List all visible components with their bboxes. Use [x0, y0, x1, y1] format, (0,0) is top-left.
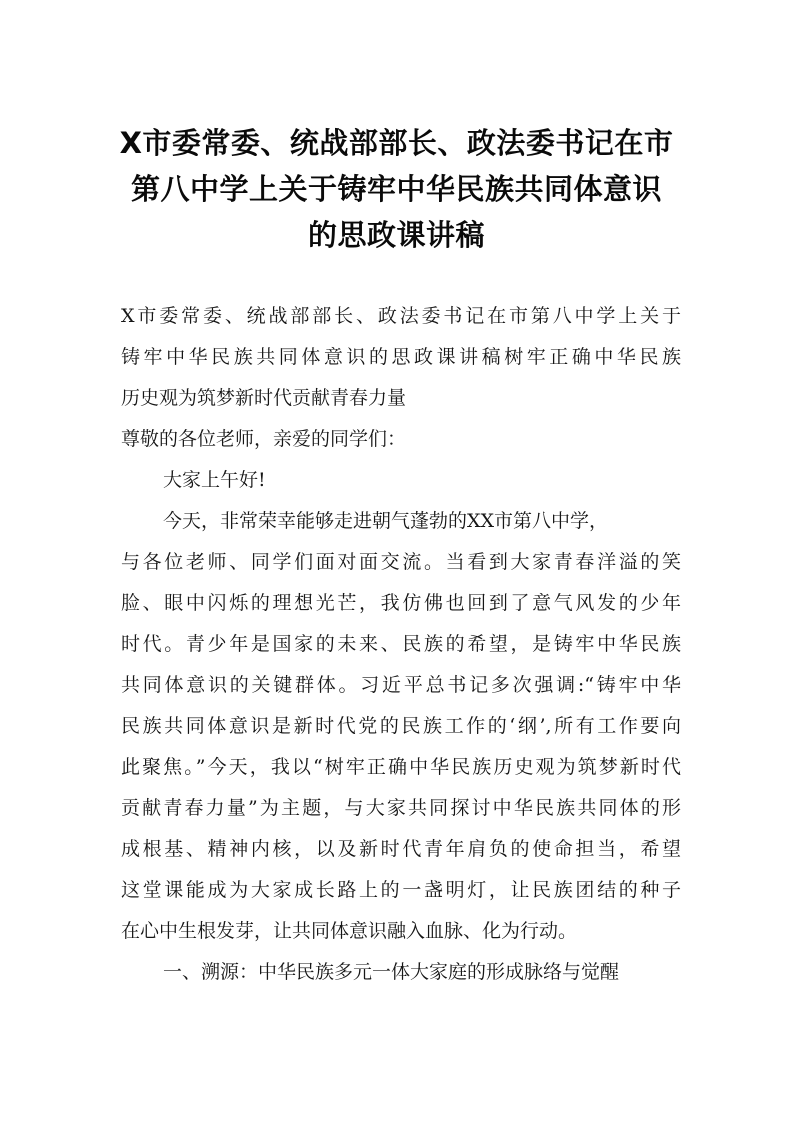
title-line: 的思政课讲稿: [307, 218, 485, 252]
paragraph-line: 脸、眼中闪烁的理想光芒，我仿佛也回到了意气风发的少年: [121, 592, 681, 614]
paragraph-line: 在心中生根发芽，让共同体意识融入血脉、化为行动。: [121, 920, 578, 942]
paragraph-line: 此聚焦。”今天，我以“树牢正确中华民族历史观为筑梦新时代: [121, 756, 681, 778]
paragraph-line: 共同体意识的关键群体。习近平总书记多次强调:“铸牢中华: [121, 674, 681, 696]
subtitle-line: 历史观为筑梦新时代贡献青春力量: [121, 387, 407, 409]
paragraph-line: 今天，非常荣幸能够走进朝气蓬勃的XX市第八中学，: [163, 510, 609, 532]
subtitle-line: X市委常委、统战部部长、政法委书记在市第八中学上关于: [121, 305, 681, 327]
title-line: 第八中学上关于铸牢中华民族共同体意识: [130, 172, 662, 206]
subtitle-line: 铸牢中华民族共同体意识的思政课讲稿树牢正确中华民族: [121, 346, 681, 368]
paragraph-line: 这堂课能成为大家成长路上的一盏明灯，让民族团结的种子: [121, 879, 681, 901]
paragraph-line: 民族共同体意识是新时代党的民族工作的‘纲’,所有工作要向: [121, 715, 681, 737]
paragraph-line: 与各位老师、同学们面对面交流。当看到大家青春洋溢的笑: [121, 551, 681, 573]
document-title: [100, 120, 693, 258]
document-body: [121, 296, 681, 993]
paragraph-line: 成根基、精神内核，以及新时代青年肩负的使命担当，希望: [121, 838, 681, 860]
greeting: 大家上午好!: [163, 469, 266, 491]
paragraph-line: 贡献青春力量”为主题，与大家共同探讨中华民族共同体的形: [121, 797, 681, 819]
salutation: 尊敬的各位老师，亲爱的同学们：: [121, 428, 407, 450]
paragraph-line: 时代。青少年是国家的未来、民族的希望，是铸牢中华民族: [121, 633, 681, 655]
section-heading: 一、溯源：中华民族多元一体大家庭的形成脉络与觉醒: [163, 961, 620, 983]
title-line: X市委常委、统战部部长、政法委书记在市: [119, 126, 674, 160]
